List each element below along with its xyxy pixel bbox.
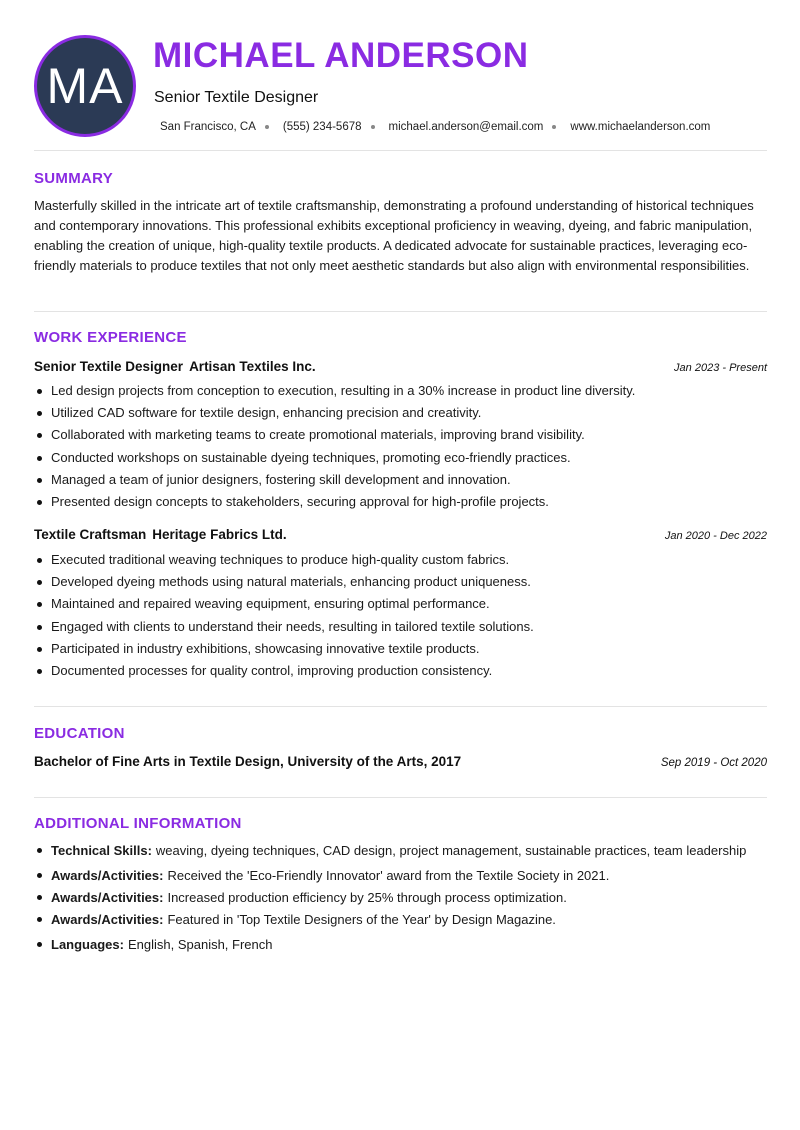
list-item <box>34 840 774 862</box>
section-divider <box>34 797 767 798</box>
separator-dot <box>371 125 375 129</box>
job-role: Senior Textile Designer <box>34 359 184 374</box>
list-item: Documented processes for quality control, improving production consistency. <box>34 660 774 682</box>
list-item: Collaborated with marketing teams to create promotional materials, improving brand visibility. <box>34 424 774 446</box>
list-item <box>34 909 774 931</box>
separator-dot <box>265 125 269 129</box>
contact-website[interactable]: www.michaelanderson.com <box>570 121 711 133</box>
summary-text: Masterfully skilled in the intricate art of textile craftsmanship, demonstrating a profound understanding of historical techniques and contemporary innovations. This professional exhibits exceptional proficiency in weaving, dyeing, and fabric manipulation, enabling the creation of unique, high-quality textile products. A dedicated advocate for sustainable practices, leveraging eco-friendly materials to produce textiles that not only meet aesthetic standards but also align with environmental responsibilities. <box>34 198 754 273</box>
job-bullets <box>34 549 774 682</box>
separator-dot <box>552 125 556 129</box>
list-item: Conducted workshops on sustainable dyeing techniques, promoting eco-friendly practices. <box>34 447 774 469</box>
contact-location: San Francisco, CA <box>160 121 256 133</box>
job-role-line <box>34 359 316 374</box>
avatar-initials: MA <box>46 58 124 114</box>
education-dates: Sep 2019 - Oct 2020 <box>660 757 767 769</box>
info-key: Awards/Activities: <box>51 868 164 883</box>
contact-bar <box>160 121 710 133</box>
list-item: Developed dyeing methods using natural materials, enhancing product uniqueness. <box>34 571 774 593</box>
info-key: Languages: <box>51 937 124 952</box>
list-item: Participated in industry exhibitions, showcasing innovative textile products. <box>34 638 774 660</box>
education-entry <box>34 754 767 769</box>
additional-info-heading: ADDITIONAL INFORMATION <box>34 815 242 832</box>
job-header <box>34 359 767 374</box>
job-bullets <box>34 380 774 513</box>
job-role: Textile Craftsman <box>34 527 147 542</box>
list-item <box>34 887 774 909</box>
summary-heading: SUMMARY <box>34 170 114 187</box>
job-company: Heritage Fabrics Ltd. <box>152 527 287 542</box>
candidate-name: MICHAEL ANDERSON <box>153 36 529 75</box>
job-header <box>34 527 767 542</box>
info-value: English, Spanish, French <box>127 937 273 952</box>
info-value: Increased production efficiency by 25% through process optimization. <box>167 890 567 905</box>
info-value: Featured in 'Top Textile Designers of the Year' by Design Magazine. <box>167 912 556 927</box>
job-dates: Jan 2020 - Dec 2022 <box>664 530 767 542</box>
info-key: Awards/Activities: <box>51 912 164 927</box>
list-item <box>34 865 774 887</box>
contact-email[interactable]: michael.anderson@email.com <box>388 121 544 133</box>
additional-info-list <box>34 840 774 956</box>
list-item: Presented design concepts to stakeholders, securing approval for high-profile projects. <box>34 491 774 513</box>
education-degree: Bachelor of Fine Arts in Textile Design, University of the Arts, 2017 <box>34 754 462 769</box>
job-company: Artisan Textiles Inc. <box>189 359 316 374</box>
work-experience-heading: WORK EXPERIENCE <box>34 329 187 346</box>
list-item <box>34 934 774 956</box>
education-heading: EDUCATION <box>34 725 125 742</box>
list-item: Utilized CAD software for textile design, enhancing precision and creativity. <box>34 402 774 424</box>
info-value: weaving, dyeing techniques, CAD design, project management, sustainable practices, team leadership <box>155 843 747 858</box>
contact-phone[interactable]: (555) 234-5678 <box>282 121 362 133</box>
info-key: Awards/Activities: <box>51 890 164 905</box>
list-item: Maintained and repaired weaving equipment, ensuring optimal performance. <box>34 593 774 615</box>
section-divider <box>34 311 767 312</box>
list-item: Engaged with clients to understand their needs, resulting in tailored textile solutions. <box>34 616 774 638</box>
list-item: Executed traditional weaving techniques to produce high-quality custom fabrics. <box>34 549 774 571</box>
info-value: Received the 'Eco-Friendly Innovator' award from the Textile Society in 2021. <box>167 868 610 883</box>
candidate-title: Senior Textile Designer <box>154 89 319 106</box>
section-divider <box>34 150 767 151</box>
job-dates: Jan 2023 - Present <box>674 362 767 374</box>
list-item: Led design projects from conception to execution, resulting in a 30% increase in product line diversity. <box>34 380 774 402</box>
job-role-line <box>34 527 287 542</box>
info-key: Technical Skills: <box>51 843 152 858</box>
list-item: Managed a team of junior designers, fostering skill development and innovation. <box>34 469 774 491</box>
avatar <box>34 35 136 137</box>
section-divider <box>34 706 767 707</box>
